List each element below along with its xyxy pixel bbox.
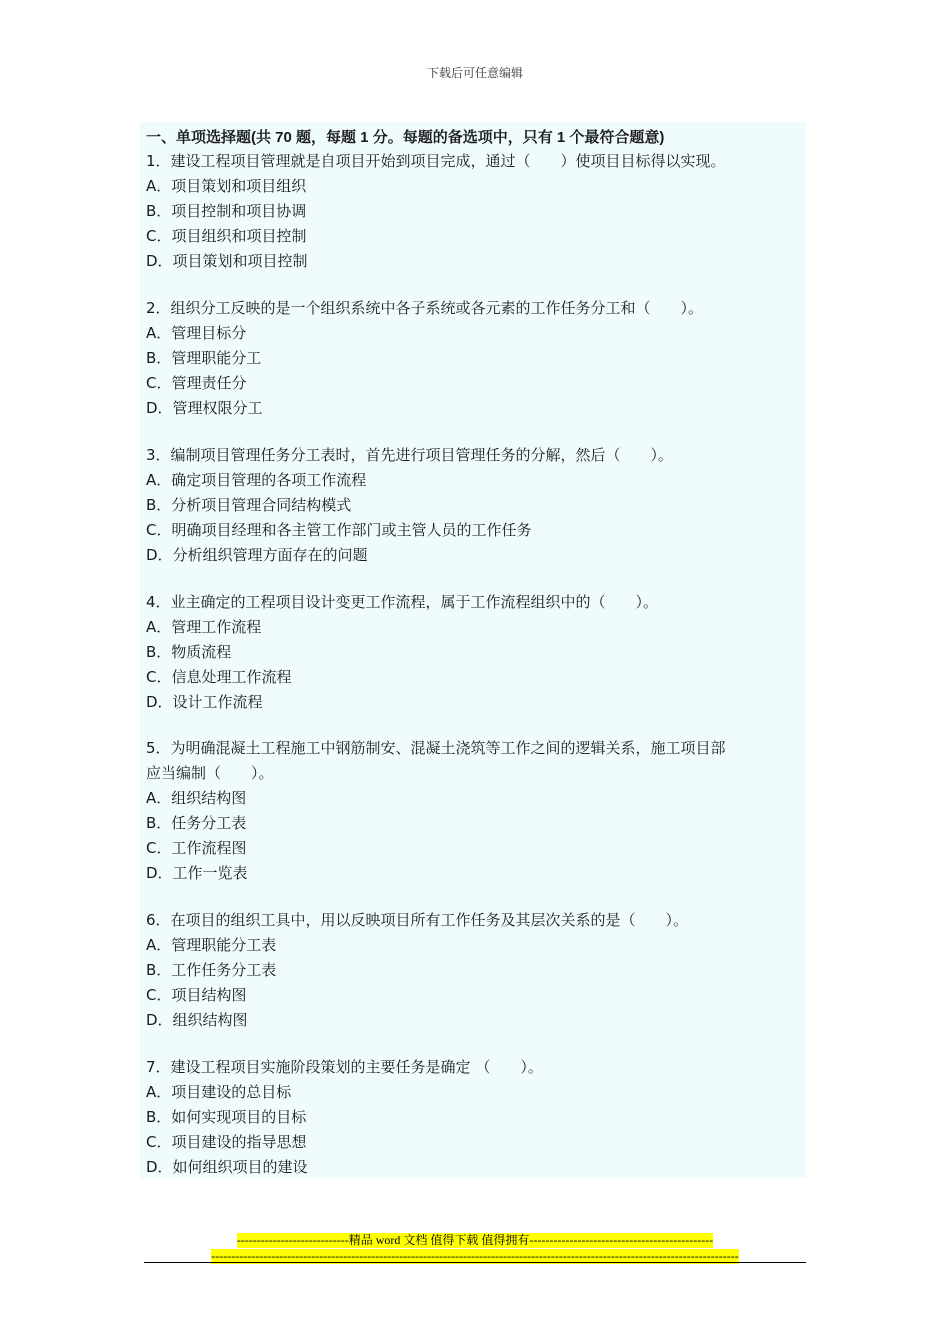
option-c: C．信息处理工作流程 (146, 668, 292, 686)
option-d: D．组织结构图 (146, 1011, 248, 1029)
footer-divider (144, 1262, 806, 1263)
option-d: D．工作一览表 (146, 864, 248, 882)
option-c: C．明确项目经理和各主管工作部门或主管人员的工作任务 (146, 521, 532, 539)
question-6 (146, 908, 800, 1033)
question-stem-continued: 应当编制（ ）。 (146, 764, 274, 782)
option-a: A．管理工作流程 (146, 618, 262, 636)
question-2 (146, 296, 800, 421)
option-a: A．项目建设的总目标 (146, 1083, 292, 1101)
option-c: C．工作流程图 (146, 839, 247, 857)
option-a: A．管理职能分工表 (146, 936, 277, 954)
question-5 (146, 736, 800, 886)
option-a: A．组织结构图 (146, 789, 247, 807)
option-b: B．任务分工表 (146, 814, 247, 832)
page-header: 下载后可任意编辑 (426, 66, 523, 80)
option-b: B．如何实现项目的目标 (146, 1108, 307, 1126)
option-d: D．项目策划和项目控制 (146, 252, 308, 270)
question-1 (146, 149, 800, 274)
option-b: B．物质流程 (146, 643, 232, 661)
option-b: B．管理职能分工 (146, 349, 262, 367)
option-d: D．分析组织管理方面存在的问题 (146, 546, 368, 564)
question-7 (146, 1055, 800, 1180)
question-stem: 1．建设工程项目管理就是自项目开始到项目完成，通过（ ）使项目目标得以实现。 (146, 152, 726, 170)
question-stem: 3．编制项目管理任务分工表时，首先进行项目管理任务的分解，然后（ ）。 (146, 446, 674, 464)
option-d: D．如何组织项目的建设 (146, 1158, 308, 1176)
option-b: B．项目控制和项目协调 (146, 202, 307, 220)
question-stem: 6．在项目的组织工具中，用以反映项目所有工作任务及其层次关系的是（ ）。 (146, 911, 689, 929)
option-c: C．项目结构图 (146, 986, 247, 1004)
option-b: B．工作任务分工表 (146, 961, 277, 979)
option-c: C．项目组织和项目控制 (146, 227, 307, 245)
question-stem: 7．建设工程项目实施阶段策划的主要任务是确定 （ ）。 (146, 1058, 543, 1076)
footer-highlight-dashes: ------------------------------------------------------------------------------------------------------------------------------------ (211, 1249, 739, 1263)
option-d: D．管理权限分工 (146, 399, 263, 417)
option-a: A．管理目标分 (146, 324, 247, 342)
footer-highlight-text: ----------------------------精品 word 文档 值得下载 值得拥有---------------------------------------------- (236, 1233, 714, 1247)
question-3 (146, 443, 800, 568)
question-stem: 4．业主确定的工程项目设计变更工作流程，属于工作流程组织中的（ ）。 (146, 593, 659, 611)
option-c: C．管理责任分 (146, 374, 247, 392)
option-c: C．项目建设的指导思想 (146, 1133, 307, 1151)
option-d: D．设计工作流程 (146, 693, 263, 711)
question-area (140, 122, 806, 1178)
question-4 (146, 590, 800, 715)
option-a: A．确定项目管理的各项工作流程 (146, 471, 367, 489)
option-a: A．项目策划和项目组织 (146, 177, 307, 195)
option-b: B．分析项目管理合同结构模式 (146, 496, 352, 514)
question-stem: 5．为明确混凝土工程施工中钢筋制安、混凝土浇筑等工作之间的逻辑关系，施工项目部 (146, 739, 726, 757)
question-stem: 2．组织分工反映的是一个组织系统中各子系统或各元素的工作任务分工和（ ）。 (146, 299, 704, 317)
section-title: 一、单项选择题(共 70 题，每题 1 分。每题的备选项中，只有 1 个最符合题意) (146, 129, 665, 146)
